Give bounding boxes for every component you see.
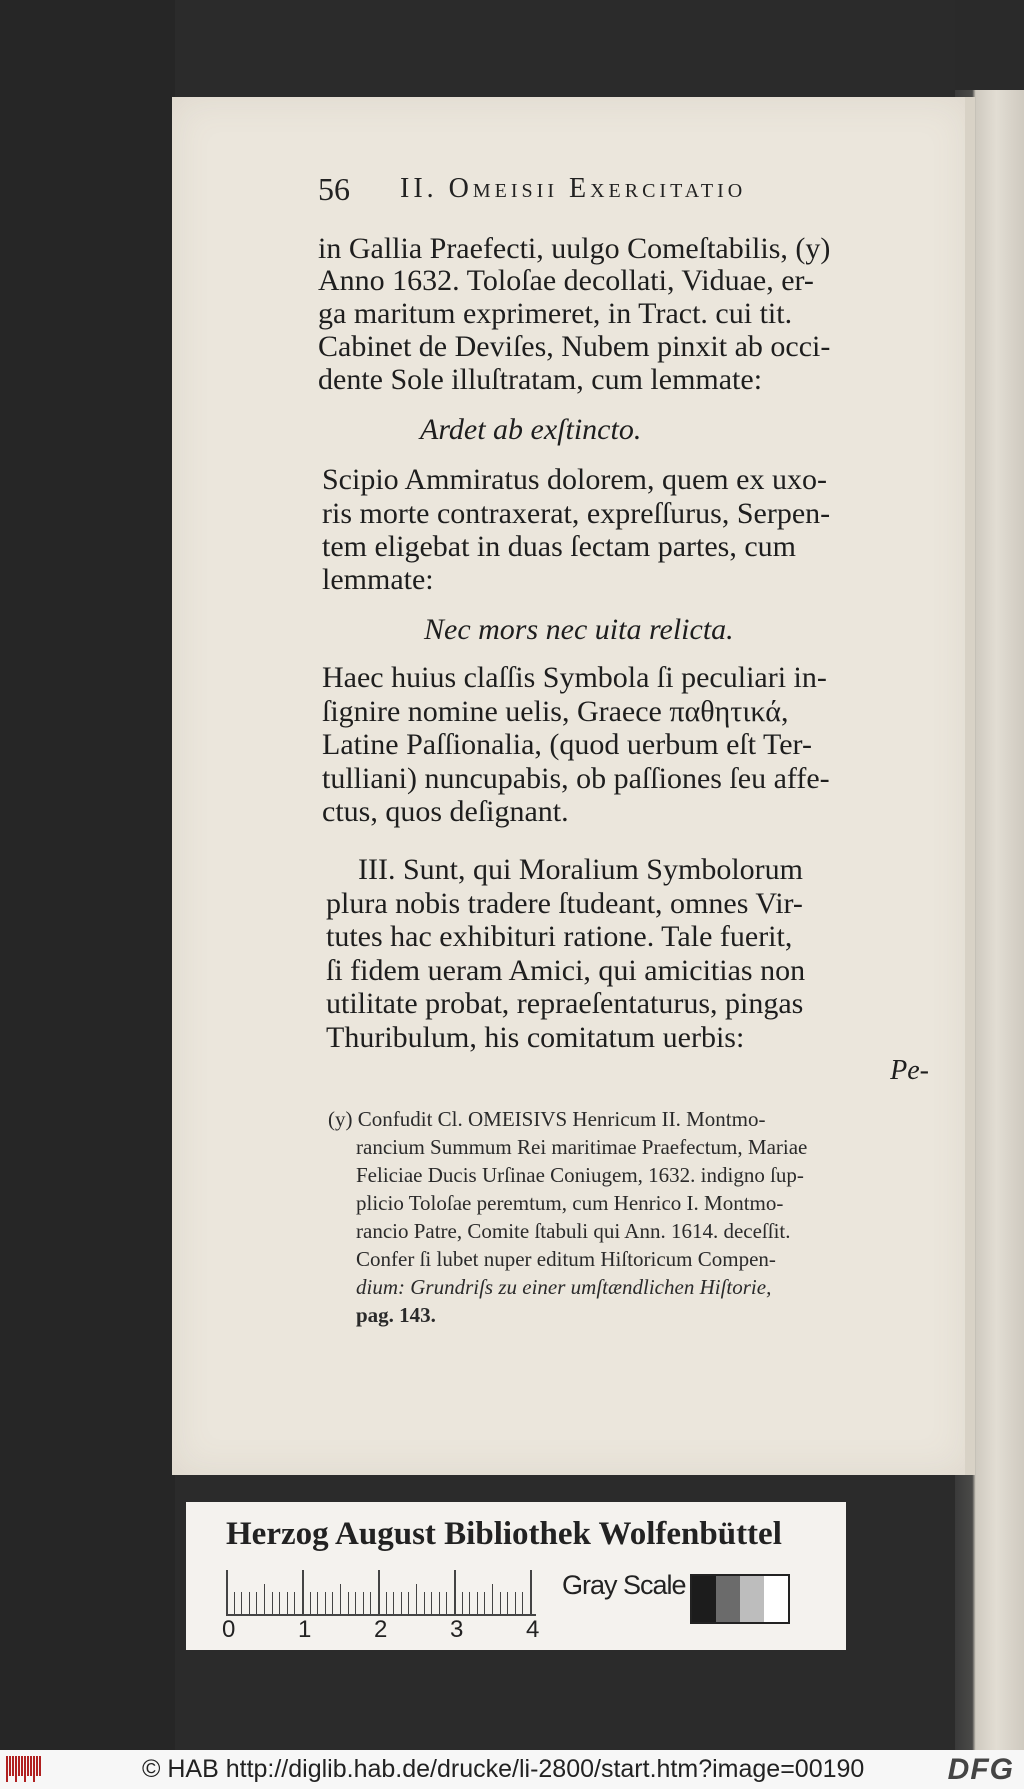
ruler-tick bbox=[272, 1592, 273, 1614]
ruler-tick bbox=[408, 1592, 409, 1614]
ruler-tick bbox=[507, 1592, 508, 1614]
scan-background-left bbox=[0, 0, 175, 1750]
ruler-tick bbox=[431, 1592, 432, 1614]
library-name: Herzog August Bibliothek Wolfenbüttel bbox=[226, 1516, 782, 1552]
barcode-bar bbox=[12, 1756, 14, 1776]
scan-background-top-right bbox=[955, 0, 1024, 90]
ruler-tick bbox=[416, 1584, 417, 1614]
body-line: tem eligebat in duas ſectam partes, cum bbox=[322, 530, 796, 563]
ruler-tick bbox=[294, 1592, 295, 1614]
barcode-bar bbox=[6, 1756, 8, 1782]
body-line: Thuribulum, his comitatum uerbis: bbox=[326, 1021, 745, 1054]
gray-swatch bbox=[716, 1576, 740, 1622]
barcode-bar bbox=[30, 1756, 32, 1776]
ruler-tick bbox=[530, 1570, 532, 1614]
barcode-bar bbox=[27, 1756, 29, 1776]
page-fore-edge bbox=[965, 97, 975, 1475]
body-line: ſi fidem ueram Amici, qui amicitias non bbox=[326, 954, 806, 987]
ruler-tick bbox=[454, 1570, 456, 1614]
footnote-line: plicio Toloſae peremtum, cum Henrico I. Montmo- bbox=[356, 1191, 784, 1215]
running-head bbox=[318, 171, 918, 215]
body-line: Haec huius claſſis Symbola ſi peculiari in- bbox=[322, 661, 827, 694]
copyright-url[interactable]: © HAB http://diglib.hab.de/drucke/li-2800/start.htm?image=00190 bbox=[142, 1755, 865, 1783]
ruler-tick bbox=[500, 1592, 501, 1614]
ruler-tick bbox=[279, 1592, 280, 1614]
ruler-number: 1 bbox=[298, 1616, 312, 1643]
body-line: in Gallia Praefecti, uulgo Comeſtabilis, (y) bbox=[318, 232, 831, 265]
gray-swatch bbox=[764, 1576, 788, 1622]
ruler-tick bbox=[310, 1592, 311, 1614]
dfg-logo: DFG bbox=[947, 1753, 1014, 1786]
grayscale-label: Gray Scale bbox=[562, 1570, 686, 1600]
reference-card bbox=[186, 1502, 846, 1650]
ruler-tick bbox=[332, 1592, 333, 1614]
footnote-line: rancio Patre, Comite ſtabuli qui Ann. 1614. deceſſit. bbox=[356, 1219, 791, 1243]
barcode-bar bbox=[24, 1756, 26, 1782]
barcode-bar bbox=[15, 1756, 17, 1782]
grayscale-swatches bbox=[690, 1574, 790, 1624]
ruler-tick bbox=[370, 1592, 371, 1614]
gray-swatch bbox=[740, 1576, 764, 1622]
ruler-tick bbox=[325, 1592, 326, 1614]
ruler-tick bbox=[348, 1592, 349, 1614]
ruler-tick bbox=[234, 1592, 235, 1614]
ruler-tick bbox=[484, 1592, 485, 1614]
book-page bbox=[172, 97, 969, 1475]
barcode-bar bbox=[36, 1756, 38, 1776]
ruler-tick bbox=[492, 1584, 493, 1614]
gray-swatch bbox=[692, 1576, 716, 1622]
ruler-tick bbox=[386, 1592, 387, 1614]
barcode-bar bbox=[39, 1756, 41, 1776]
body-line: tulliani) nuncupabis, ob paſſiones ſeu affe- bbox=[322, 762, 830, 795]
body-line: Scipio Ammiratus dolorem, quem ex uxo- bbox=[322, 463, 827, 496]
ruler-tick bbox=[355, 1592, 356, 1614]
ruler-tick bbox=[401, 1592, 402, 1614]
ruler-tick bbox=[522, 1592, 523, 1614]
ruler-tick bbox=[515, 1592, 516, 1614]
scale-ruler bbox=[226, 1570, 536, 1614]
footnote-line: pag. 143. bbox=[356, 1303, 436, 1327]
ruler-number: 2 bbox=[374, 1616, 388, 1643]
hab-barcode-logo bbox=[6, 1756, 44, 1784]
ruler-tick bbox=[340, 1584, 341, 1614]
barcode-bar bbox=[33, 1756, 35, 1782]
ruler-tick bbox=[424, 1592, 425, 1614]
footer-bar bbox=[0, 1750, 1024, 1789]
ruler-number: 0 bbox=[222, 1616, 236, 1643]
ruler-tick bbox=[462, 1592, 463, 1614]
ruler-tick bbox=[287, 1592, 288, 1614]
ruler-tick bbox=[439, 1592, 440, 1614]
ruler-tick bbox=[264, 1584, 265, 1614]
ruler-tick bbox=[256, 1592, 257, 1614]
ruler-tick bbox=[317, 1592, 318, 1614]
ruler-tick bbox=[378, 1570, 380, 1614]
ruler-tick bbox=[241, 1592, 242, 1614]
footnote-line: Feliciae Ducis Urſinae Coniugem, 1632. indigno ſup- bbox=[356, 1163, 804, 1187]
body-line: ga maritum exprimeret, in Tract. cui tit. bbox=[318, 297, 793, 330]
footnote-line: dium: Grundriſs zu einer umſtændlichen Hiſtorie, bbox=[356, 1275, 772, 1299]
body-line: tutes hac exhibituri ratione. Tale fuerit, bbox=[326, 920, 793, 953]
running-title: II. Omeisii Exercitatio bbox=[400, 173, 747, 204]
catchword: Pe- bbox=[890, 1055, 929, 1086]
ruler-tick bbox=[477, 1592, 478, 1614]
ruler-tick bbox=[226, 1570, 228, 1614]
footnote-line: Confer ſi lubet nuper editum Hiſtoricum Compen- bbox=[356, 1247, 776, 1271]
ruler-tick bbox=[302, 1570, 304, 1614]
ruler-number: 3 bbox=[450, 1616, 464, 1643]
ruler-tick bbox=[393, 1592, 394, 1614]
body-line: III. Sunt, qui Moralium Symbolorum bbox=[358, 853, 803, 886]
ruler-tick bbox=[446, 1592, 447, 1614]
motto: Nec mors nec uita relicta. bbox=[424, 613, 734, 646]
body-line: ctus, quos deſignant. bbox=[322, 795, 569, 828]
body-line: ris morte contraxerat, expreſſurus, Serpen- bbox=[322, 497, 831, 530]
ruler-number: 4 bbox=[526, 1616, 540, 1643]
body-line: utilitate probat, repraeſentaturus, pingas bbox=[326, 987, 804, 1020]
body-line: ſignire nomine uelis, Graece παθητικά, bbox=[322, 695, 789, 728]
body-line: Anno 1632. Toloſae decollati, Viduae, er- bbox=[318, 264, 814, 297]
page-number: 56 bbox=[318, 171, 350, 207]
body-line: Cabinet de Deviſes, Nubem pinxit ab occi- bbox=[318, 330, 831, 363]
body-line: dente Sole illuſtratam, cum lemmate: bbox=[318, 363, 763, 396]
motto: Ardet ab exſtincto. bbox=[420, 413, 642, 446]
footnote-line: (y) Confudit Cl. OMEISIVS Henricum II. Montmo- bbox=[328, 1107, 766, 1131]
ruler-tick bbox=[469, 1592, 470, 1614]
body-line: lemmate: bbox=[322, 563, 434, 596]
barcode-bar bbox=[21, 1756, 23, 1776]
barcode-bar bbox=[18, 1756, 20, 1776]
body-line: Latine Paſſionalia, (quod uerbum eſt Ter- bbox=[322, 728, 812, 761]
ruler-tick bbox=[249, 1592, 250, 1614]
ruler-tick bbox=[363, 1592, 364, 1614]
footnote-line: rancium Summum Rei maritimae Praefectum, Mariae bbox=[356, 1135, 808, 1159]
body-line: plura nobis tradere ſtudeant, omnes Vir- bbox=[326, 887, 803, 920]
barcode-bar bbox=[9, 1756, 11, 1776]
